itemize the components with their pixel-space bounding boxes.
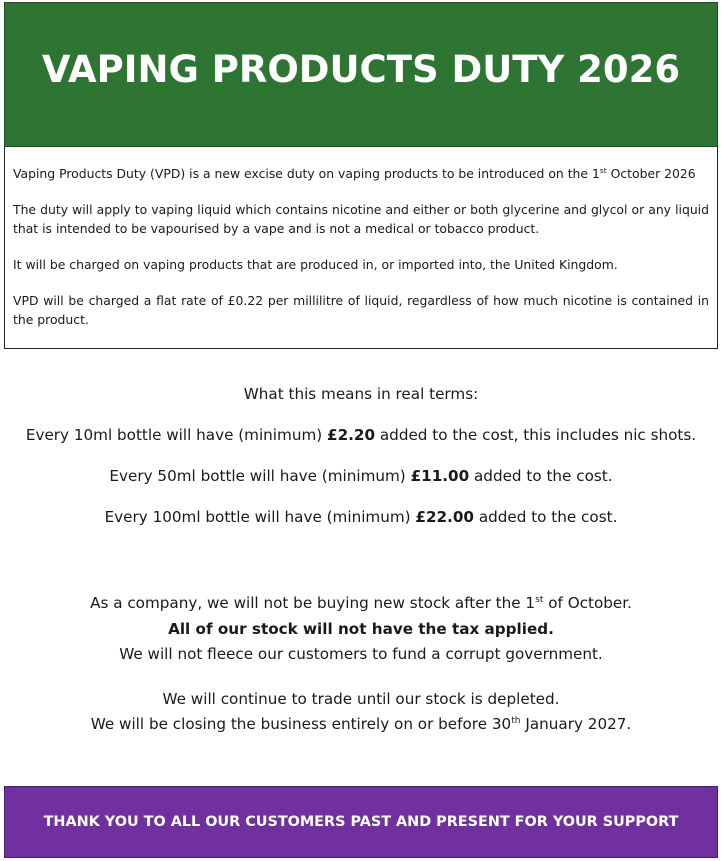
company-statement <box>0 591 722 738</box>
company-line-closing-text: We will be closing the business entirely on or before 30 <box>90 715 512 733</box>
info-intro-text: Vaping Products Duty (VPD) is a new excise duty on vaping products to be introduced on the 1 <box>13 166 600 181</box>
company-line-stock-text: As a company, we will not be buying new stock after the 1 <box>90 594 536 612</box>
company-line-closing <box>0 712 722 738</box>
company-line-no-tax <box>0 617 722 643</box>
info-paragraph-intro <box>13 164 709 183</box>
real-terms-section <box>0 384 722 548</box>
real-terms-heading: What this means in real terms: <box>243 385 479 403</box>
company-line-stock <box>0 591 722 617</box>
info-paragraph-scope: The duty will apply to vaping liquid which contains nicotine and either or both glycerine and glycol or any liquid that is intended to be vapourised by a vape and is not a medical or tobacco product. <box>13 202 709 236</box>
company-line-stock-tail: of October. <box>543 594 632 612</box>
cost-row-pre: Every 10ml bottle will have (minimum) <box>25 426 327 444</box>
company-line-trade: We will continue to trade until our stock is depleted. <box>162 689 560 708</box>
info-box <box>4 146 718 349</box>
cost-row-pre: Every 100ml bottle will have (minimum) <box>104 508 416 526</box>
cost-row-50ml <box>0 466 722 486</box>
thank-you-text: THANK YOU TO ALL OUR CUSTOMERS PAST AND PRESENT FOR YOUR SUPPORT <box>43 814 679 830</box>
cost-row-post: added to the cost. <box>474 508 618 526</box>
info-intro-tail: October 2026 <box>606 166 696 181</box>
info-paragraph-rate: VPD will be charged a flat rate of £0.22 per millilitre of liquid, regardless of how much nicotine is contained in the product. <box>13 293 709 327</box>
title-banner <box>4 2 718 147</box>
cost-row-amount: £11.00 <box>410 467 470 485</box>
cost-row-amount: £2.20 <box>327 426 376 444</box>
cost-row-100ml <box>0 507 722 527</box>
page-title: VAPING PRODUCTS DUTY 2026 <box>41 48 681 91</box>
cost-row-post: added to the cost. <box>469 467 613 485</box>
cost-row-amount: £22.00 <box>415 508 474 526</box>
company-line-closing-tail: January 2027. <box>520 715 632 733</box>
company-line-customers: We will not fleece our customers to fund a corrupt government. <box>119 645 603 663</box>
company-line-no-tax-text: All of our stock will not have the tax applied. <box>168 619 554 638</box>
info-paragraph-territory: It will be charged on vaping products that are produced in, or imported into, the United Kingdom. <box>13 257 618 272</box>
company-line-closing-superscript: th <box>511 715 521 726</box>
cost-row-10ml <box>0 425 722 445</box>
company-line-stock-superscript: st <box>535 594 544 605</box>
cost-row-post: added to the cost, this includes nic shots. <box>375 426 697 444</box>
info-intro-superscript: st <box>599 165 607 175</box>
cost-row-pre: Every 50ml bottle will have (minimum) <box>109 467 411 485</box>
thank-you-banner <box>4 786 718 858</box>
